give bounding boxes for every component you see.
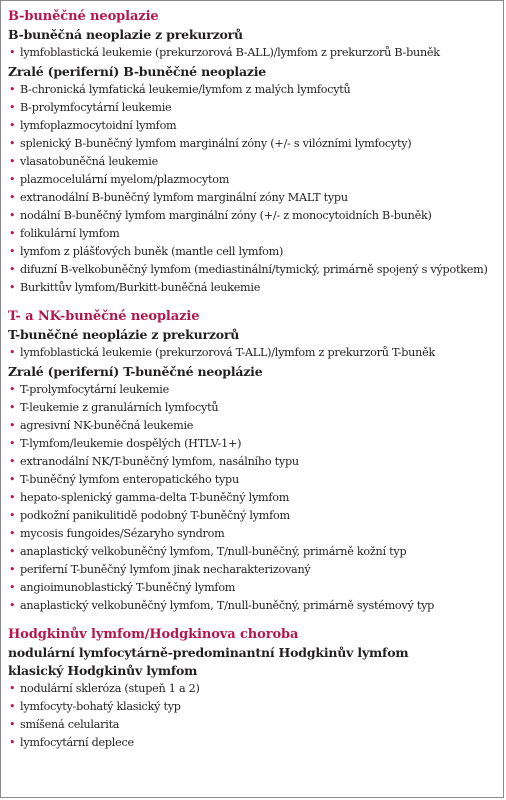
list-item — [8, 453, 500, 471]
list-item — [8, 261, 500, 279]
section-title: B-buněčné neoplazie — [8, 9, 159, 24]
list-item — [8, 81, 500, 99]
list-item — [8, 279, 500, 297]
list-item — [8, 435, 500, 453]
list-item-text: difuzní B-velkobuněčný lymfom (mediastinální/tymický, primárně spojený s výpotkem) — [20, 263, 488, 276]
list-item — [8, 716, 500, 734]
list-item — [8, 381, 500, 399]
list-item-text: agresivní NK-buněčná leukemie — [20, 419, 194, 432]
list-item — [8, 471, 500, 489]
list-item — [8, 189, 500, 207]
bullet-icon: • — [9, 419, 16, 432]
bullet-icon: • — [9, 563, 16, 576]
bullet-icon: • — [9, 209, 16, 222]
bullet-icon: • — [9, 401, 16, 414]
bullet-icon: • — [9, 83, 16, 96]
group-title: T-buněčné neoplázie z prekurzorů — [8, 327, 240, 342]
list-item — [8, 44, 500, 62]
section-1 — [8, 309, 500, 615]
list-item-text: periferní T-buněčný lymfom jinak necharakterizovaný — [20, 563, 311, 576]
list-item — [8, 680, 500, 698]
section-title: Hodgkinův lymfom/Hodgkinova choroba — [8, 627, 299, 642]
list-item-text: B-prolymfocytární leukemie — [20, 101, 172, 114]
bullet-icon: • — [9, 527, 16, 540]
item-list — [8, 344, 500, 362]
bullet-icon: • — [9, 119, 16, 132]
list-item-text: T-lymfom/leukemie dospělých (HTLV-1+) — [20, 437, 242, 450]
list-item-text: B-chronická lymfatická leukemie/lymfom z malých lymfocytů — [20, 83, 351, 96]
list-item-text: smíšená celularita — [20, 718, 120, 731]
bullet-icon: • — [9, 191, 16, 204]
list-item-text: lymfom z plášťových buněk (mantle cell lymfom) — [20, 245, 284, 258]
group-title: Zralé (periferní) B-buněčné neoplazie — [8, 64, 267, 79]
group-title: Zralé (periferní) T-buněčné neoplázie — [8, 364, 263, 379]
bullet-icon: • — [9, 545, 16, 558]
list-item — [8, 399, 500, 417]
list-item — [8, 153, 500, 171]
list-item — [8, 117, 500, 135]
bullet-icon: • — [9, 700, 16, 713]
list-item — [8, 225, 500, 243]
bullet-icon: • — [9, 718, 16, 731]
section-title: T- a NK-buněčné neoplazie — [8, 309, 200, 324]
list-item — [8, 99, 500, 117]
bullet-icon: • — [9, 137, 16, 150]
list-item-text: lymfoblastická leukemie (prekurzorová T-ALL)/lymfom z prekurzorů T-buněk — [20, 346, 435, 359]
bullet-icon: • — [9, 581, 16, 594]
bullet-icon: • — [9, 491, 16, 504]
list-item-text: plazmocelulární myelom/plazmocytom — [20, 173, 230, 186]
list-item-text: nodální B-buněčný lymfom marginální zóny (+/- z monocytoidních B-buněk) — [20, 209, 432, 222]
list-item — [8, 489, 500, 507]
list-item-text: lymfoblastická leukemie (prekurzorová B-ALL)/lymfom z prekurzorů B-buněk — [20, 46, 440, 59]
list-item — [8, 344, 500, 362]
bullet-icon: • — [9, 682, 16, 695]
bullet-icon: • — [9, 245, 16, 258]
bullet-icon: • — [9, 263, 16, 276]
item-list — [8, 44, 500, 62]
list-item — [8, 597, 500, 615]
list-item-text: T-prolymfocytární leukemie — [20, 383, 169, 396]
list-item — [8, 207, 500, 225]
bullet-icon: • — [9, 281, 16, 294]
bullet-icon: • — [9, 509, 16, 522]
list-item-text: T-leukemie z granulárních lymfocytů — [20, 401, 219, 414]
list-item — [8, 417, 500, 435]
list-item — [8, 734, 500, 752]
bullet-icon: • — [9, 383, 16, 396]
list-item-text: Burkittův lymfom/Burkitt-buněčná leukemie — [20, 281, 261, 294]
list-item-text: folikulární lymfom — [20, 227, 120, 240]
list-item-text: hepato-splenický gamma-delta T-buněčný lymfom — [20, 491, 290, 504]
list-item — [8, 525, 500, 543]
bullet-icon: • — [9, 155, 16, 168]
classification-list — [8, 9, 500, 752]
bullet-icon: • — [9, 227, 16, 240]
list-item — [8, 507, 500, 525]
list-item-text: splenický B-buněčný lymfom marginální zóny (+/- s vilózními lymfocyty) — [20, 137, 412, 150]
item-list — [8, 81, 500, 297]
group-title: nodulární lymfocytárně-predominantní Hodgkinův lymfom — [8, 645, 409, 660]
bullet-icon: • — [9, 46, 16, 59]
list-item-text: mycosis fungoides/Sézaryho syndrom — [20, 527, 225, 540]
list-item-text: extranodální NK/T-buněčný lymfom, nasálního typu — [20, 455, 299, 468]
list-item-text: lymfocytární deplece — [20, 736, 134, 749]
bullet-icon: • — [9, 437, 16, 450]
bullet-icon: • — [9, 736, 16, 749]
list-item-text: T-buněčný lymfom enteropatického typu — [20, 473, 239, 486]
list-item — [8, 543, 500, 561]
list-item-text: angioimunoblastický T-buněčný lymfom — [20, 581, 236, 594]
list-item-text: nodulární skleróza (stupeň 1 a 2) — [20, 682, 200, 695]
list-item-text: vlasatobuněčná leukemie — [20, 155, 158, 168]
item-list — [8, 680, 500, 752]
bullet-icon: • — [9, 599, 16, 612]
bullet-icon: • — [9, 101, 16, 114]
section-2 — [8, 627, 500, 752]
bullet-icon: • — [9, 473, 16, 486]
bullet-icon: • — [9, 346, 16, 359]
section-0 — [8, 9, 500, 297]
list-item — [8, 561, 500, 579]
list-item — [8, 579, 500, 597]
item-list — [8, 381, 500, 615]
bullet-icon: • — [9, 173, 16, 186]
list-item — [8, 135, 500, 153]
bullet-icon: • — [9, 455, 16, 468]
list-item — [8, 243, 500, 261]
list-item-text: podkožní panikulitidě podobný T-buněčný lymfom — [20, 509, 290, 522]
list-item-text: lymfoplazmocytoidní lymfom — [20, 119, 177, 132]
list-item-text: anaplastický velkobuněčný lymfom, T/null-buněčný, primárně kožní typ — [20, 545, 407, 558]
list-item-text: extranodální B-buněčný lymfom marginální zóny MALT typu — [20, 191, 348, 204]
list-item — [8, 171, 500, 189]
list-item-text: anaplastický velkobuněčný lymfom, T/null-buněčný, primárně systémový typ — [20, 599, 435, 612]
group-title: klasický Hodgkinův lymfom — [8, 663, 198, 678]
list-item-text: lymfocyty-bohatý klasický typ — [20, 700, 181, 713]
list-item — [8, 698, 500, 716]
group-title: B-buněčná neoplazie z prekurzorů — [8, 27, 243, 42]
